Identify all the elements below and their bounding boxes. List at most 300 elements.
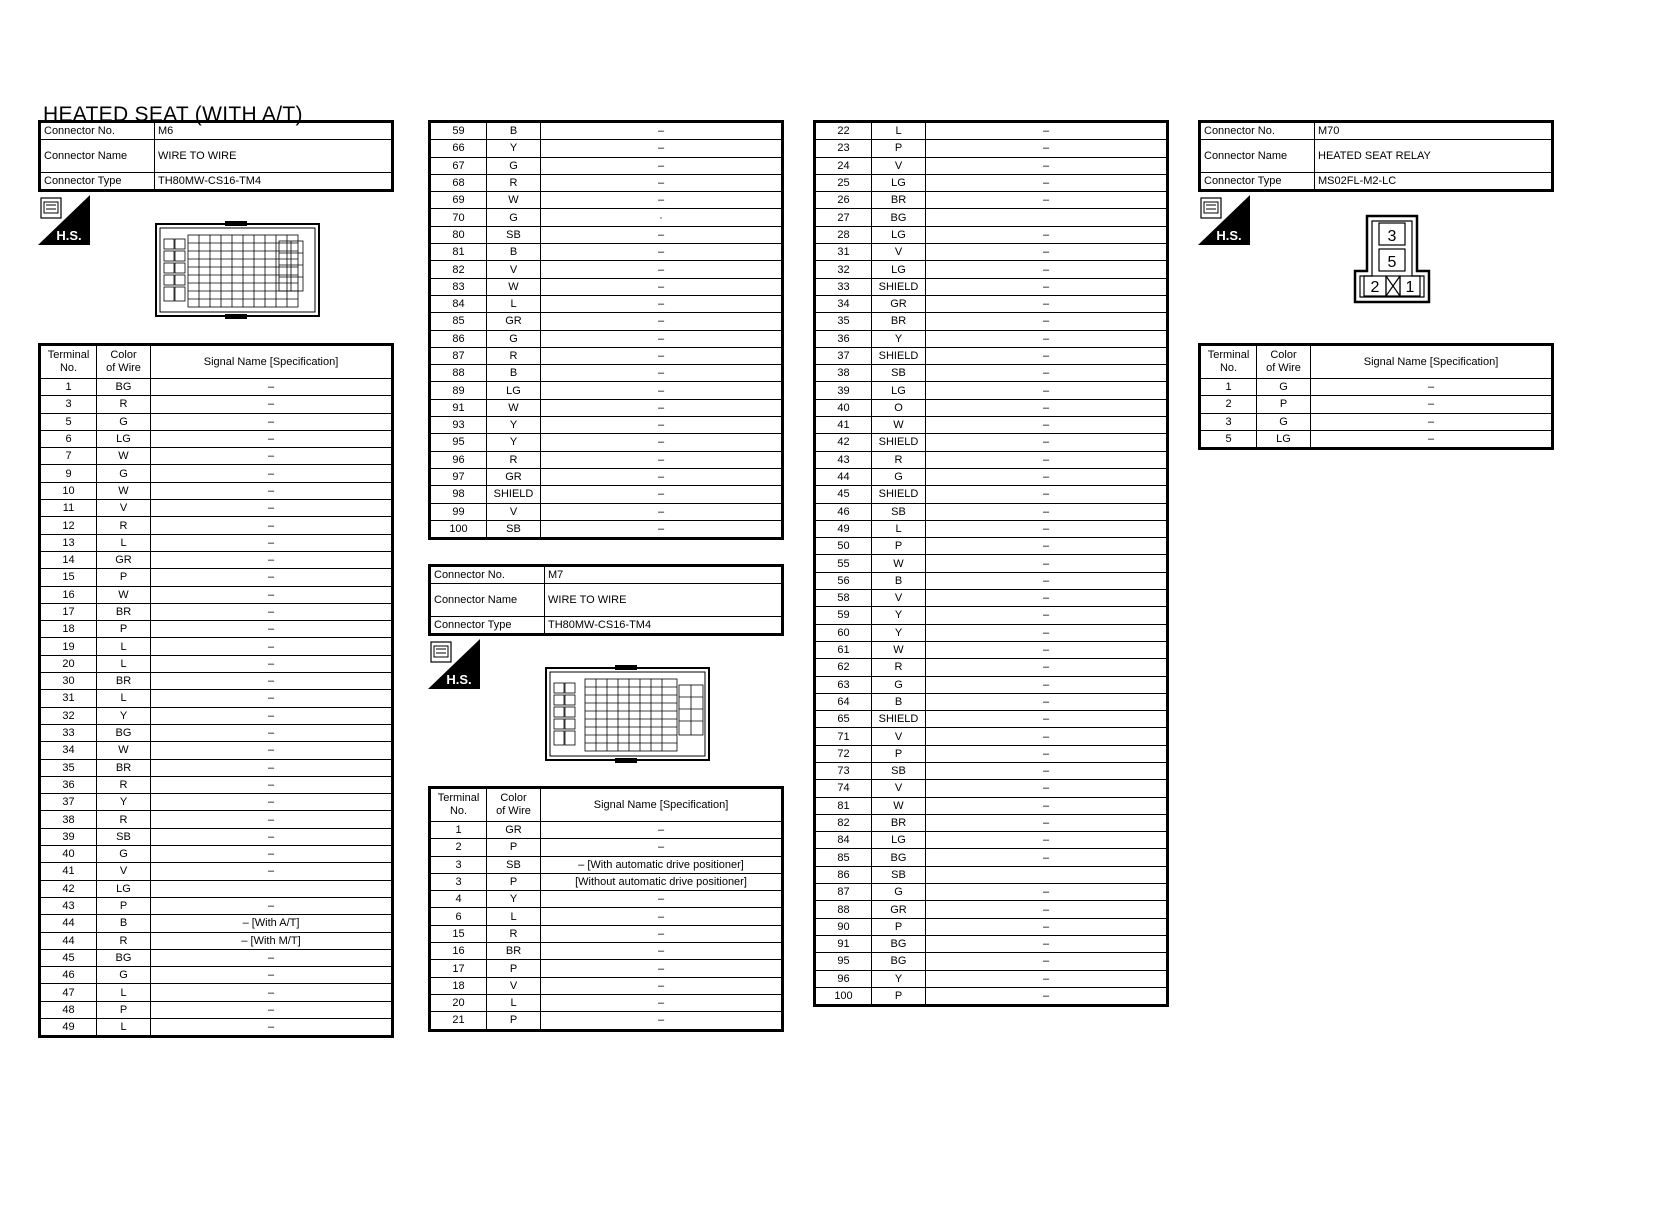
signal-name-header: Signal Name [Specification] (151, 345, 393, 379)
terminal-row (815, 693, 1168, 710)
wire-color: BR (872, 814, 926, 831)
wire-color: BR (97, 603, 151, 620)
wire-color: P (872, 918, 926, 935)
wire-color: LG (872, 226, 926, 243)
signal-name: – (1311, 413, 1553, 430)
terminal-row (40, 655, 393, 672)
terminal-row (430, 908, 783, 925)
signal-name: – (926, 901, 1168, 918)
wire-color: SHIELD (872, 711, 926, 728)
wire-color: G (872, 468, 926, 485)
signal-name: – (541, 295, 783, 312)
wire-color: Y (97, 707, 151, 724)
terminal-no: 10 (40, 482, 97, 499)
terminal-row (430, 122, 783, 140)
terminal-row (815, 849, 1168, 866)
connector-info-m7 (428, 564, 784, 636)
signal-name: – (541, 157, 783, 174)
wire-color: B (487, 365, 541, 382)
terminal-row (430, 994, 783, 1011)
wire-color: GR (872, 295, 926, 312)
wire-color: P (97, 621, 151, 638)
terminal-no: 66 (430, 140, 487, 157)
terminal-row (815, 382, 1168, 399)
terminal-no: 15 (430, 925, 487, 942)
terminal-row (430, 226, 783, 243)
terminal-row (815, 780, 1168, 797)
signal-name: – (1311, 379, 1553, 396)
terminal-no: 73 (815, 762, 872, 779)
terminal-no: 5 (40, 413, 97, 430)
wire-color: BR (487, 943, 541, 960)
signal-name: – (541, 468, 783, 485)
wire-color: P (487, 839, 541, 856)
signal-name: – (541, 330, 783, 347)
signal-name: – (1311, 430, 1553, 448)
terminal-no: 35 (815, 313, 872, 330)
signal-name: – (926, 157, 1168, 174)
terminal-no: 2 (1200, 396, 1257, 413)
signal-name: – (926, 659, 1168, 676)
terminal-row (40, 673, 393, 690)
terminal-no: 85 (815, 849, 872, 866)
connector-name-label: Connector Name (430, 584, 545, 617)
terminal-no: 81 (430, 244, 487, 261)
terminal-row (430, 891, 783, 908)
signal-name: – (926, 814, 1168, 831)
terminal-no: 1 (430, 822, 487, 839)
terminal-no: 3 (430, 873, 487, 890)
terminal-row (815, 140, 1168, 157)
wire-color: SHIELD (872, 278, 926, 295)
connector-no-value: M70 (1315, 122, 1553, 140)
terminal-no: 46 (815, 503, 872, 520)
terminal-row (815, 745, 1168, 762)
terminal-row (815, 572, 1168, 589)
terminal-no: 44 (815, 468, 872, 485)
signal-name: – (151, 655, 393, 672)
terminal-row (815, 866, 1168, 883)
relay-connector-face (1352, 214, 1432, 304)
signal-name: – (151, 707, 393, 724)
color-header: Color of Wire (487, 788, 541, 822)
terminal-row (40, 828, 393, 845)
wire-color: L (487, 295, 541, 312)
terminal-no: 25 (815, 174, 872, 191)
terminal-no: 91 (815, 935, 872, 952)
terminal-row (430, 417, 783, 434)
terminal-row (430, 925, 783, 942)
harness-side-icon (38, 195, 90, 245)
connector-type-label: Connector Type (40, 173, 155, 191)
terminal-row (815, 295, 1168, 312)
terminal-no: 60 (815, 624, 872, 641)
relay-pin-label: 2 (1370, 279, 1380, 296)
terminal-no: 67 (430, 157, 487, 174)
wire-color: SB (97, 828, 151, 845)
signal-name: – (926, 918, 1168, 935)
terminal-rows (430, 822, 783, 1031)
terminal-no: 95 (815, 953, 872, 970)
signal-name: – (151, 828, 393, 845)
terminal-no: 12 (40, 517, 97, 534)
terminal-no: 68 (430, 174, 487, 191)
signal-name: – (541, 174, 783, 191)
terminal-no: 87 (815, 884, 872, 901)
wire-color: L (872, 520, 926, 537)
terminal-no: 98 (430, 486, 487, 503)
terminal-row (40, 396, 393, 413)
wire-color: G (97, 846, 151, 863)
terminal-no: 15 (40, 569, 97, 586)
terminal-row (815, 434, 1168, 451)
signal-name: – (151, 569, 393, 586)
terminal-no: 34 (815, 295, 872, 312)
signal-name: – (926, 140, 1168, 157)
wire-color: L (97, 534, 151, 551)
wire-color: P (872, 538, 926, 555)
terminal-row (430, 434, 783, 451)
terminal-row (430, 1012, 783, 1030)
signal-name: – (926, 590, 1168, 607)
terminal-no: 19 (40, 638, 97, 655)
signal-name: – (926, 728, 1168, 745)
terminal-no: 6 (430, 908, 487, 925)
terminal-no: 2 (430, 839, 487, 856)
signal-name: – (926, 711, 1168, 728)
signal-name: – (926, 261, 1168, 278)
wire-color: B (487, 244, 541, 261)
terminal-row (815, 347, 1168, 364)
terminal-row (430, 261, 783, 278)
terminal-no: 20 (430, 994, 487, 1011)
signal-name: – (151, 603, 393, 620)
color-header: Color of Wire (97, 345, 151, 379)
terminal-no: 47 (40, 984, 97, 1001)
signal-name: – (926, 399, 1168, 416)
wire-color: P (97, 897, 151, 914)
harness-side-icon (1198, 195, 1250, 245)
signal-name: – (151, 638, 393, 655)
signal-name: – (1311, 396, 1553, 413)
signal-name: – (151, 863, 393, 880)
terminal-no: 33 (815, 278, 872, 295)
wire-color: GR (97, 551, 151, 568)
terminal-row (40, 569, 393, 586)
terminal-no: 31 (815, 244, 872, 261)
terminal-row (815, 313, 1168, 330)
terminal-no: 37 (40, 794, 97, 811)
terminal-no: 63 (815, 676, 872, 693)
terminal-row (40, 413, 393, 430)
terminal-row (815, 399, 1168, 416)
terminal-no: 20 (40, 655, 97, 672)
terminal-row (815, 209, 1168, 226)
wire-color: BG (872, 953, 926, 970)
terminal-no: 55 (815, 555, 872, 572)
wire-color: B (487, 122, 541, 140)
wire-color: W (97, 586, 151, 603)
terminal-row (815, 330, 1168, 347)
wire-color: Y (487, 417, 541, 434)
terminal-no: 80 (430, 226, 487, 243)
wire-color: LG (872, 832, 926, 849)
wire-color: L (97, 690, 151, 707)
terminal-row (815, 417, 1168, 434)
wire-color: V (872, 590, 926, 607)
terminal-row (815, 261, 1168, 278)
signal-name: – (541, 908, 783, 925)
terminal-no: 62 (815, 659, 872, 676)
signal-name: – (926, 641, 1168, 658)
signal-name: – (151, 897, 393, 914)
page-title: HEATED SEAT (WITH A/T) (43, 103, 303, 126)
terminal-no: 44 (40, 915, 97, 932)
terminal-no: 48 (40, 1001, 97, 1018)
wire-color: W (97, 482, 151, 499)
wire-color: P (872, 140, 926, 157)
signal-name: · (541, 209, 783, 226)
terminal-row (430, 192, 783, 209)
terminal-row (815, 711, 1168, 728)
signal-name: – (151, 984, 393, 1001)
wire-color: W (872, 555, 926, 572)
terminal-no: 38 (815, 365, 872, 382)
wire-color: W (872, 417, 926, 434)
wire-color: Y (872, 624, 926, 641)
terminal-no: 82 (815, 814, 872, 831)
wire-color: L (487, 908, 541, 925)
terminal-row (40, 897, 393, 914)
signal-name: – (151, 517, 393, 534)
terminal-row (815, 953, 1168, 970)
wire-color: R (487, 174, 541, 191)
wire-color: LG (487, 382, 541, 399)
terminal-no: 88 (430, 365, 487, 382)
signal-name: – (926, 244, 1168, 261)
terminal-no: 34 (40, 742, 97, 759)
signal-name: – (151, 967, 393, 984)
signal-name: – (151, 551, 393, 568)
signal-name: – (926, 451, 1168, 468)
terminal-no: 83 (430, 278, 487, 295)
signal-name: – (151, 465, 393, 482)
wire-color: GR (487, 468, 541, 485)
wire-color: L (97, 984, 151, 1001)
signal-name: – (541, 891, 783, 908)
terminal-no: 49 (40, 1018, 97, 1036)
terminal-no: 35 (40, 759, 97, 776)
terminal-row (1200, 413, 1553, 430)
terminal-no: 39 (815, 382, 872, 399)
wire-color: W (487, 192, 541, 209)
terminal-row (430, 295, 783, 312)
signal-name: – (151, 742, 393, 759)
terminal-row (430, 451, 783, 468)
connector-type-value: TH80MW-CS16-TM4 (545, 617, 783, 635)
terminal-no: 64 (815, 693, 872, 710)
wire-color: LG (872, 382, 926, 399)
signal-name: – (541, 140, 783, 157)
terminal-row (815, 641, 1168, 658)
terminal-row (815, 797, 1168, 814)
terminal-row (40, 811, 393, 828)
terminal-row (815, 520, 1168, 537)
terminal-rows (40, 379, 393, 1037)
terminal-row (40, 794, 393, 811)
signal-name: – (926, 555, 1168, 572)
terminal-row (815, 901, 1168, 918)
relay-pin-label: 3 (1387, 228, 1397, 245)
terminal-no: 13 (40, 534, 97, 551)
signal-name: – (926, 970, 1168, 987)
wire-color: R (97, 811, 151, 828)
terminal-no: 16 (430, 943, 487, 960)
wire-color: G (97, 465, 151, 482)
terminal-row (430, 977, 783, 994)
terminal-row (1200, 379, 1553, 396)
terminal-no: 81 (815, 797, 872, 814)
connector-type-value: TH80MW-CS16-TM4 (155, 173, 393, 191)
terminal-row (815, 226, 1168, 243)
terminal-row (815, 468, 1168, 485)
signal-name: – (926, 347, 1168, 364)
wire-color: LG (872, 174, 926, 191)
wire-color: B (872, 572, 926, 589)
terminal-no: 82 (430, 261, 487, 278)
terminal-no: 93 (430, 417, 487, 434)
color-header: Color of Wire (1257, 345, 1311, 379)
wire-color: SHIELD (872, 434, 926, 451)
terminal-no: 87 (430, 347, 487, 364)
signal-name: – (151, 586, 393, 603)
wire-color: V (487, 977, 541, 994)
terminal-row (40, 551, 393, 568)
signal-name: – (151, 500, 393, 517)
wire-color: LG (97, 880, 151, 897)
terminal-row (430, 365, 783, 382)
terminal-row (815, 832, 1168, 849)
signal-name: – (541, 977, 783, 994)
terminal-row (815, 728, 1168, 745)
wire-color: BG (97, 379, 151, 396)
signal-name: – (541, 313, 783, 330)
signal-name: – (541, 382, 783, 399)
terminal-table-m6 (38, 343, 394, 1038)
terminal-no: 18 (40, 621, 97, 638)
signal-name: – [With automatic drive positioner] (541, 856, 783, 873)
wire-color: P (97, 1001, 151, 1018)
signal-name: – (926, 762, 1168, 779)
signal-name: – (926, 174, 1168, 191)
wire-color: SHIELD (872, 347, 926, 364)
terminal-row (815, 451, 1168, 468)
terminal-row (40, 448, 393, 465)
signal-name: – (926, 226, 1168, 243)
terminal-no: 88 (815, 901, 872, 918)
terminal-row (815, 607, 1168, 624)
terminal-no: 74 (815, 780, 872, 797)
signal-name: – (151, 759, 393, 776)
terminal-no: 65 (815, 711, 872, 728)
wire-color: LG (1257, 430, 1311, 448)
wire-color: Y (97, 794, 151, 811)
terminal-row (1200, 396, 1553, 413)
wire-color: P (487, 873, 541, 890)
wire-color: R (872, 659, 926, 676)
wire-color: P (1257, 396, 1311, 413)
signal-name: – (151, 482, 393, 499)
connector-no-label: Connector No. (40, 122, 155, 140)
terminal-table-m7-continued (813, 120, 1169, 1007)
connector-name-label: Connector Name (40, 140, 155, 173)
wire-color: R (872, 451, 926, 468)
wire-color: R (97, 932, 151, 949)
terminal-no: 40 (815, 399, 872, 416)
signal-name: – (151, 621, 393, 638)
terminal-row (815, 659, 1168, 676)
terminal-row (815, 503, 1168, 520)
signal-name: – (541, 486, 783, 503)
signal-name: – (541, 417, 783, 434)
terminal-no-header: Terminal No. (40, 345, 97, 379)
terminal-row (430, 244, 783, 261)
terminal-row (815, 762, 1168, 779)
signal-name: – (151, 846, 393, 863)
terminal-row (40, 742, 393, 759)
wire-color: G (1257, 379, 1311, 396)
signal-name: – (151, 1018, 393, 1036)
wire-color: W (872, 797, 926, 814)
signal-name: – (541, 122, 783, 140)
signal-name: – (926, 330, 1168, 347)
wire-color: G (1257, 413, 1311, 430)
terminal-no: 18 (430, 977, 487, 994)
terminal-no: 89 (430, 382, 487, 399)
signal-name: – (151, 430, 393, 447)
terminal-no: 43 (40, 897, 97, 914)
signal-name: – (151, 534, 393, 551)
terminal-no: 46 (40, 967, 97, 984)
signal-name: – (926, 832, 1168, 849)
terminal-row (40, 586, 393, 603)
relay-pin-label: 5 (1387, 254, 1397, 271)
terminal-row (430, 140, 783, 157)
wire-color: P (487, 1012, 541, 1030)
signal-name: – (926, 676, 1168, 693)
terminal-row (40, 465, 393, 482)
terminal-row (815, 174, 1168, 191)
wire-color: V (872, 728, 926, 745)
terminal-no: 100 (430, 520, 487, 538)
terminal-row (815, 244, 1168, 261)
wire-color: G (487, 330, 541, 347)
terminal-row (815, 278, 1168, 295)
terminal-row (815, 122, 1168, 140)
terminal-row (815, 157, 1168, 174)
wire-color: V (872, 244, 926, 261)
wire-color: P (97, 569, 151, 586)
wire-color: V (97, 500, 151, 517)
wire-color: L (97, 1018, 151, 1036)
terminal-no: 91 (430, 399, 487, 416)
terminal-row (40, 932, 393, 949)
terminal-no: 28 (815, 226, 872, 243)
terminal-no: 27 (815, 209, 872, 226)
signal-name: – (541, 822, 783, 839)
terminal-row (430, 209, 783, 226)
terminal-row (430, 839, 783, 856)
